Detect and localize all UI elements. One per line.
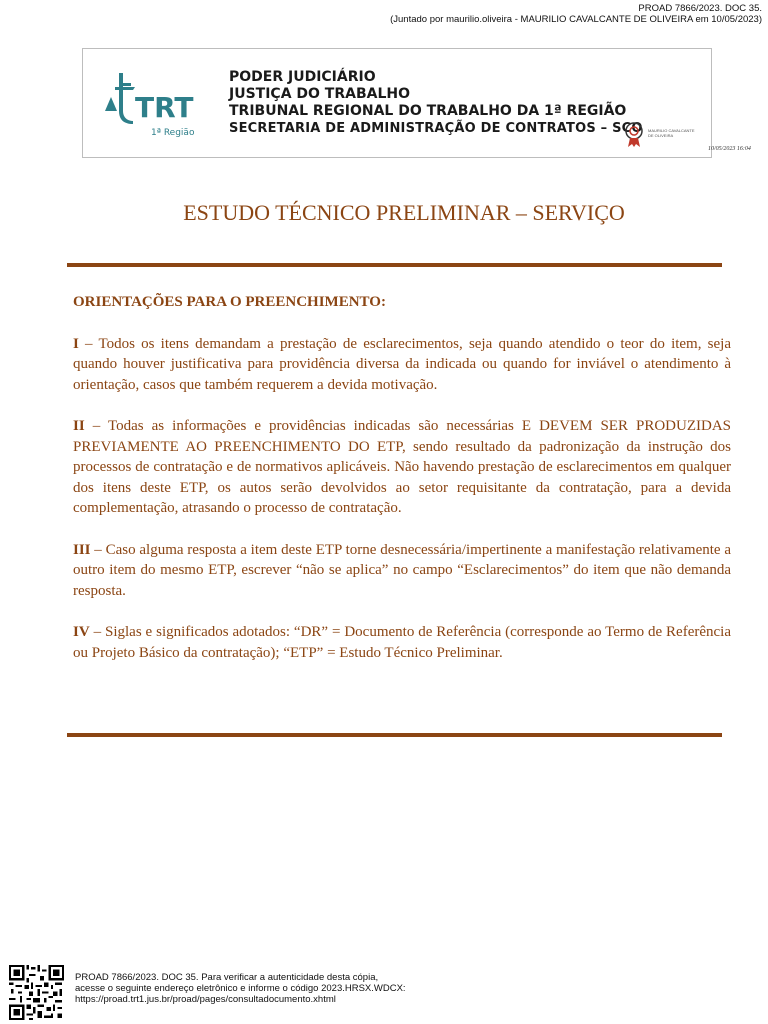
logo-text: TRT xyxy=(135,91,194,124)
document-meta xyxy=(390,3,762,25)
item-text: – Caso alguma resposta a item deste ETP torne desnecessária/impertinente a manifestação relativamente a outro item do mesmo ETP, escrever “não se aplica” no campo “Esclarecimentos” do item que não demanda resposta. xyxy=(73,541,731,599)
logo-subtext: 1ª Região xyxy=(151,128,195,138)
verification-link[interactable]: https://proad.trt1.jus.br/proad/pages/consultadocumento.xhtml xyxy=(75,994,336,1005)
item-number: I xyxy=(73,335,79,352)
doc-reference: PROAD 7866/2023. DOC 35. xyxy=(638,3,762,14)
header-line-1: PODER JUDICIÁRIO xyxy=(229,69,376,85)
instructions-section xyxy=(73,292,731,684)
instruction-item xyxy=(73,540,731,602)
instruction-item xyxy=(73,622,731,663)
instruction-item xyxy=(73,416,731,519)
letterhead-text xyxy=(229,69,643,137)
header-line-3: TRIBUNAL REGIONAL DO TRABALHO DA 1ª REGIÃO xyxy=(229,103,627,119)
page-title: ESTUDO TÉCNICO PRELIMINAR – SERVIÇO xyxy=(183,200,625,225)
instruction-item xyxy=(73,334,731,396)
footer-line-2: acesse o seguinte endereço eletrônico e informe o código 2023.HRSX.WDCX: xyxy=(75,983,406,994)
seal-signer: MAURILIO CAVALCANTE DE OLIVEIRA xyxy=(648,128,695,138)
item-number: III xyxy=(73,541,91,558)
header-line-4: SECRETARIA DE ADMINISTRAÇÃO DE CONTRATOS – SCO xyxy=(229,121,643,136)
divider-bottom xyxy=(67,733,722,737)
attached-by: (Juntado por maurilio.oliveira - MAURILIO CAVALCANTE DE OLIVEIRA em 10/05/2023) xyxy=(390,14,762,25)
letterhead xyxy=(82,48,712,158)
digital-signature-seal-icon xyxy=(624,122,644,148)
item-text: – Siglas e significados adotados: “DR” = Documento de Referência (corresponde ao Termo de Referência ou Projeto Básico da contratação); “ETP” = Estudo Técnico Preliminar. xyxy=(73,624,731,661)
qr-code-icon xyxy=(9,965,64,1020)
section-subheading: ORIENTAÇÕES PARA O PREENCHIMENTO: xyxy=(73,294,386,310)
trt-logo xyxy=(105,67,215,139)
item-number: II xyxy=(73,418,85,434)
item-text: – Todos os itens demandam a prestação de esclarecimentos, seja quando atendido o teor do item, seja quando houver justificativa para providência diversa da indicada ou quando for inviável o atendimento à orientação, casos que também requerem a devida motivação. xyxy=(73,335,731,393)
divider-top xyxy=(67,263,722,267)
item-number: IV xyxy=(73,624,90,640)
item-text: – Todas as informações e providências indicadas são necessárias E DEVEM SER PRODUZIDAS PREVIAMENTE AO PREENCHIMENTO DO ETP, sendo resultado da padronização da instrução dos processos de contratação e de normativos aplicáveis. Não havendo prestação de esclarecimentos em qualquer dos itens deste ETP, os autos serão devolvidos ao setor requisitante da contratação, para a devida complementação, atrasando o processo de contratação. xyxy=(73,418,731,516)
header-line-2: JUSTIÇA DO TRABALHO xyxy=(229,86,411,102)
seal-date: 10/05/2023 16:04 xyxy=(708,146,751,152)
footer-line-1: PROAD 7866/2023. DOC 35. Para verificar a autenticidade desta cópia, xyxy=(75,972,379,983)
verification-footer xyxy=(75,972,406,1005)
